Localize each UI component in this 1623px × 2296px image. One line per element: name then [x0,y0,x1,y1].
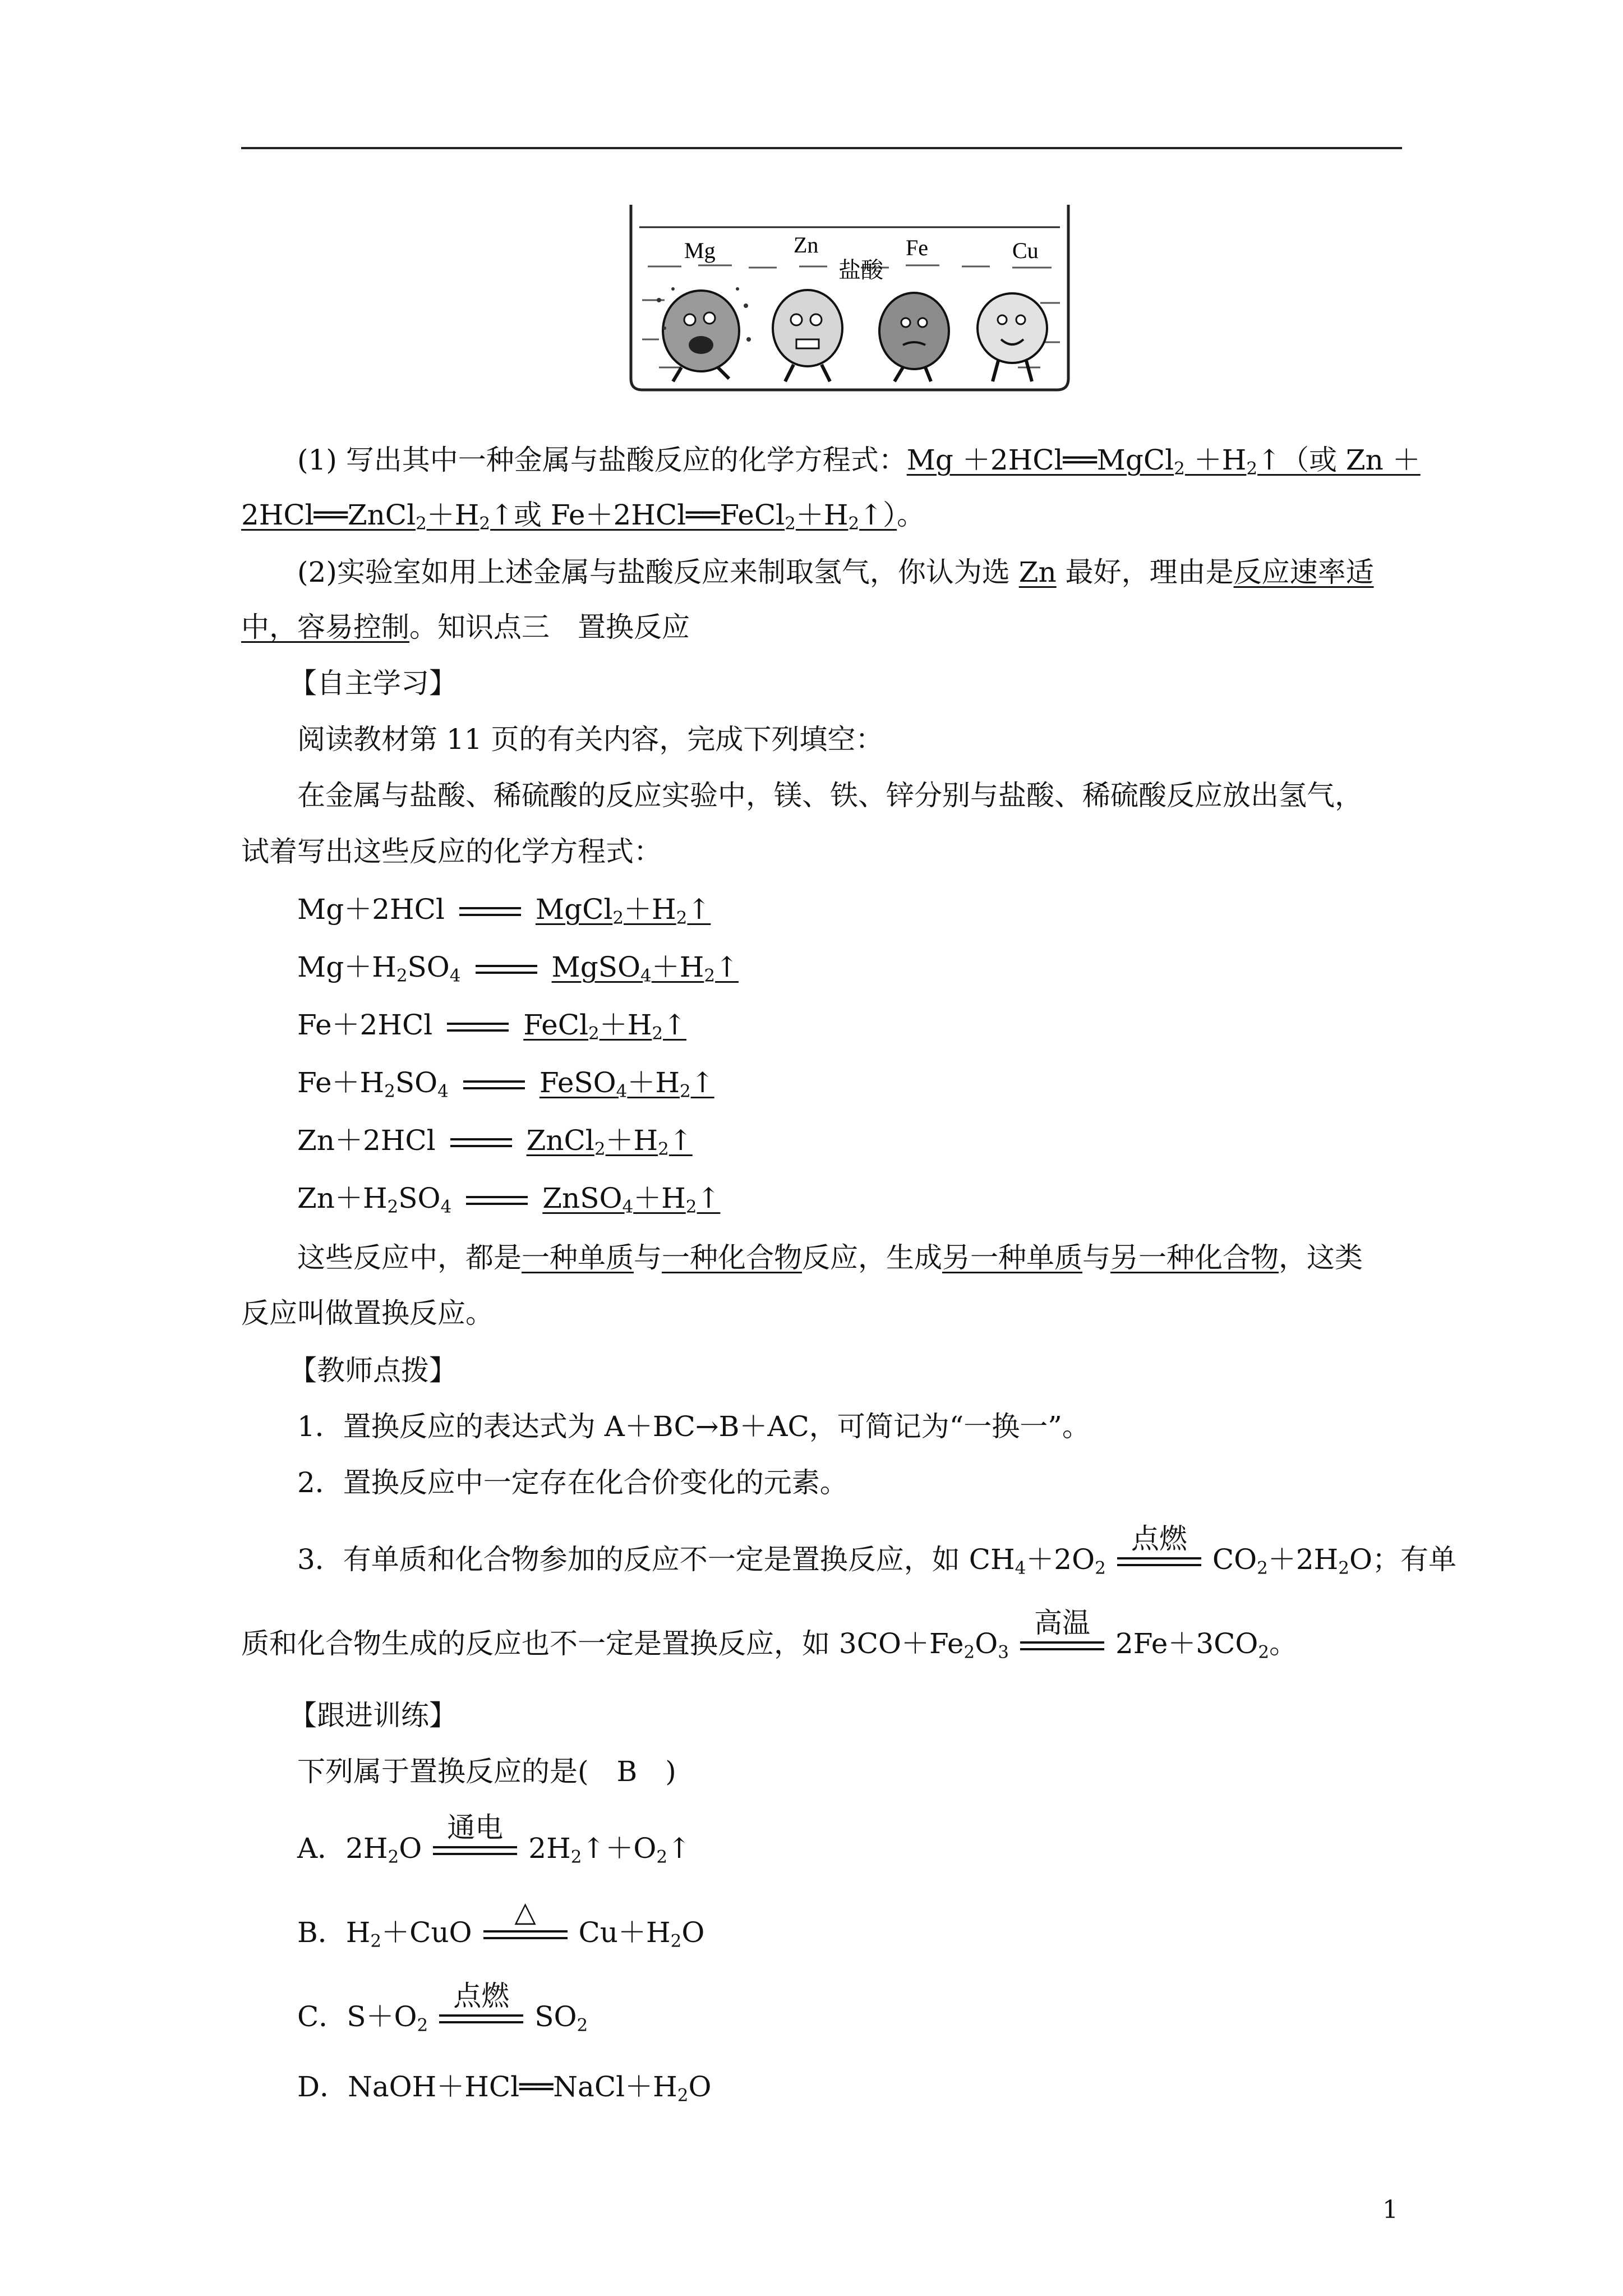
equals-double-bar [447,1023,509,1032]
summary-line1: 这些反应中，都是一种单质与一种化合物反应，生成另一种单质与另一种化合物，这类 [297,1241,1363,1274]
read-instruction: 阅读教材第 11 页的有关内容，完成下列填空： [297,723,884,756]
condition-arrow: △ [483,1930,568,1939]
metal-label-mg: Mg [684,238,716,263]
section-teacher: 【教师点拨】 [289,1354,457,1387]
tip-2: 2．置换反应中一定存在化合价变化的元素。 [297,1466,848,1499]
option-b: B．$H_2+CuO$ △ $Cu+H_2O$ [297,1895,705,1952]
q2-line1: (2)实验室如用上述金属与盐酸反应来制取氢气，你认为选 Zn 最好，理由是反应速率适 [297,556,1374,588]
metal-label-fe: Fe [906,235,928,260]
question: 下列属于置换反应的是( B ) [297,1755,676,1788]
metal-label-cu: Cu [1012,238,1039,263]
header-rule [241,147,1402,149]
reaction-row: Fe＋2HCl $FeCl_2+H_2↑$ [297,1009,686,1044]
section-practice: 【跟进训练】 [289,1699,457,1732]
reaction-row: $Zn+H_2SO_4$ $ZnSO_4+H_2↑$ [297,1182,721,1217]
q2-line2: 中，容易控制。知识点三 置换反应 [241,611,690,643]
beaker-illustration [625,199,1074,395]
option-a: A．$2H_2O$ 通电 $2H_2↑+O_2↑$ [297,1811,691,1867]
intro-line1: 在金属与盐酸、稀硫酸的反应实验中，镁、铁、锌分别与盐酸、稀硫酸反应放出氢气， [297,779,1363,812]
reaction-row: Zn＋2HCl $ZnCl_2+H_2↑$ [297,1124,693,1159]
metal-label-zn: Zn [794,232,819,257]
equals-double-bar [466,1196,528,1205]
zn-character-icon [773,290,842,381]
reaction-row: $Fe+H_2SO_4$ $FeSO_4+H_2↑$ [297,1066,714,1102]
equals-double-bar [450,1138,512,1147]
reaction-row: Mg＋2HCl $MgCl_2+H_2↑$ [297,893,711,928]
condition-arrow: 高温 [1020,1641,1104,1650]
condition-arrow: 通电 [433,1846,517,1855]
equals-double-bar [463,1080,525,1089]
condition-arrow: 点燃 [1117,1557,1201,1566]
option-d: D．$NaOH+HCl══NaCl+H_2O$ [297,2070,712,2106]
equals-double-bar [459,907,521,916]
summary-line2: 反应叫做置换反应。 [241,1297,494,1329]
reaction-row: $Mg+H_2SO_4$ $MgSO_4+H_2↑$ [297,951,739,986]
condition-arrow: 点燃 [439,2014,523,2023]
page-number: 1 [1382,2196,1398,2224]
option-c: C．$S+O_2$ 点燃 $SO_2$ [297,1980,588,2036]
fe-character-icon [879,293,949,381]
equals-double-bar [476,965,537,974]
q1-line2: $2HCl══ZnCl_2+H_2↑$或 $Fe+2HCl══FeCl_2+H_2↑$）。 [241,499,925,534]
tip-3-line2: 质和化合物生成的反应也不一定是置换反应，如 $3CO+Fe_2O_3$ 高温 $2Fe+3CO_2$。 [241,1607,1298,1663]
section-self-study: 【自主学习】 [289,667,457,700]
acid-label: 盐酸 [838,257,883,283]
tip-3-line1: 3．有单质和化合物参加的反应不一定是置换反应，如 $CH_4+2O_2$ 点燃 $CO_2+2H_2O$；有单 [297,1522,1456,1579]
intro-line2: 试着写出这些反应的化学方程式： [241,835,662,868]
tip-1: 1．置换反应的表达式为 A＋BC→B＋AC，可简记为“一换一”。 [297,1410,1090,1443]
q1-line1: (1) 写出其中一种金属与盐酸反应的化学方程式：Mg ＋2HCl══MgCl$_2$ $+H_2↑$（或 Zn ＋ [297,444,1421,479]
